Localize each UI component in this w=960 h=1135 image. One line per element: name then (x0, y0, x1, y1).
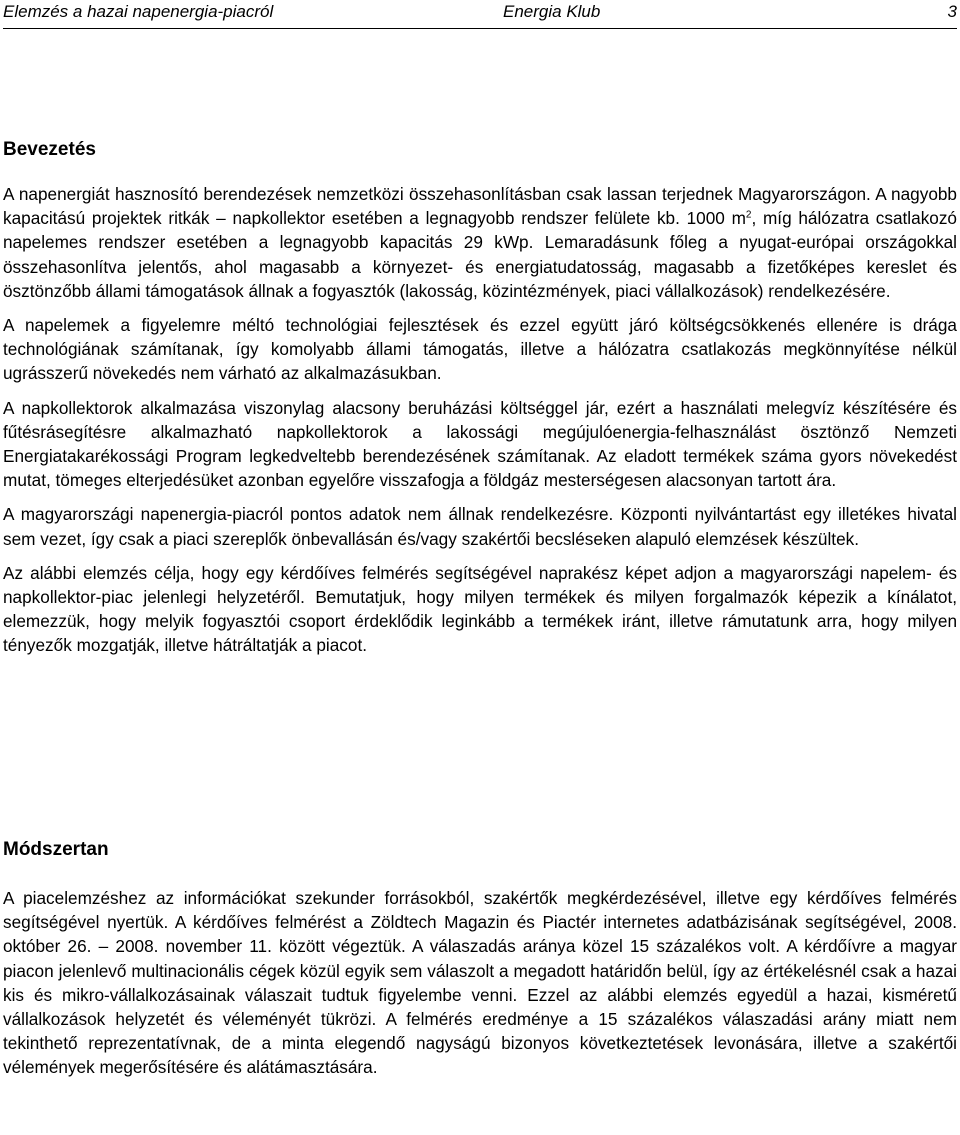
paragraph (3, 182, 957, 303)
paragraph: A napkollektorok alkalmazása viszonylag alacsony beruházási költséggel jár, ezért a használati melegvíz készítésére és fűtésrásegítésre alkalmazható napkollektorok a lakossági megújulóenergia-felhasználást ösztönző Nemzeti Energiatakarékossági Program legkedveltebb berendezésének számítanak. Az eladott termékek száma gyors növekedést mutat, tömeges elterjedésüket azonban egyelőre visszafogja a földgáz mesterségesen alacsonyan tartott ára. (3, 397, 957, 491)
section-title-modszertan: Módszertan (3, 839, 109, 860)
superscript: 2 (745, 209, 752, 221)
section-body-bevezetes (3, 182, 957, 668)
header-document-title: Elemzés a hazai napenergia-piacról (3, 2, 274, 21)
header-organization: Energia Klub (503, 2, 601, 21)
paragraph: A napelemek a figyelemre méltó technológiai fejlesztések és ezzel együtt járó költségcsökkenés ellenére is drága technológiának számítanak, így komolyabb állami támogatás, illetve a hálózatra csatlakozás megkönnyítése nélkül ugrásszerű növekedés nem várható az alkalmazásukban. (3, 315, 957, 384)
paragraph-text: A napenergiát hasznosító berendezések nemzetközi összehasonlításban csak lassan terjednek Magyarországon. A nagyobb kapacitású projektek ritkák – napkollektor esetében a legnagyobb rendszer felülete kb. 1000 m (3, 184, 957, 229)
section-body-modszertan (3, 886, 957, 1090)
document-page (3, 0, 957, 1078)
running-header (3, 0, 957, 29)
paragraph: A piacelemzéshez az információkat szekunder forrásokból, szakértők megkérdezésével, illetve egy kérdőíves felmérés segítségével nyertük. A kérdőíves felmérést a Zöldtech Magazin és Piactér internetes adatbázisának segítségével, 2008. október 26. – 2008. november 11. között végeztük. A válaszadás aránya közel 15 százalékos volt. A kérdőívre a magyar piacon jelenlevő multinacionális cégek közül egyik sem válaszolt a megadott határidőn belül, így az értékelésnél csak a hazai kis és mikro-vállalkozásainak válaszait tudtuk figyelembe venni. Ezzel az alábbi elemzés egyedül a hazai, kisméretű vállalkozások helyzetét és véleményét tükrözi. A felmérés eredménye a 15 százalékos válaszadási arány miatt nem tekinthető reprezentatívnak, de a minta elegendő nagyságú bizonyos következtetések levonására, illetve a szakértői vélemények megerősítésére és alátámasztására. (3, 888, 957, 1078)
paragraph: A magyarországi napenergia-piacról pontos adatok nem állnak rendelkezésre. Központi nyilvántartást egy illetékes hivatal sem vezet, így csak a piaci szereplők önbevallásán és/vagy szakértői becsléseken alapuló elemzések készültek. (3, 504, 957, 549)
paragraph: Az alábbi elemzés célja, hogy egy kérdőíves felmérés segítségével naprakész képet adjon a magyarországi napelem- és napkollektor-piac jelenlegi helyzetéről. Bemutatjuk, hogy milyen termékek és milyen forgalmazók képezik a kínálatot, elemezzük, hogy melyik fogyasztói csoport érdeklődik leginkább a termékek iránt, illetve rámutatunk arra, hogy milyen tényezők mozgatják, illetve hátráltatják a piacot. (3, 562, 957, 656)
header-page-number: 3 (947, 2, 957, 21)
paragraph-text: , míg hálózatra csatlakozó napelemes rendszer esetében a legnagyobb kapacitás 29 kWp. Lemaradásunk főleg a nyugat-európai országokkal összehasonlítva jelentős, ahol magasabb a környezet- és energiatudatosság, magasabb a fizetőképes kereslet és ösztönzőbb állami támogatások állnak a fogyasztók (lakosság, közintézmények, piaci vállalkozások) rendelkezésére. (3, 208, 957, 301)
section-title-bevezetes: Bevezetés (3, 139, 96, 160)
